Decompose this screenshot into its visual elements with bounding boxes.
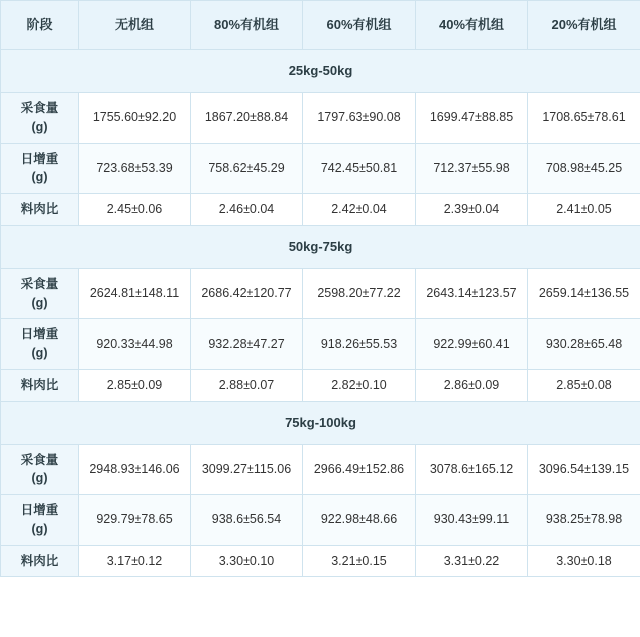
section-title-row (1, 50, 640, 93)
row-label-line-1: 采食量 (20, 101, 59, 115)
table-row (1, 369, 640, 401)
cell-value: 712.37±55.98 (416, 143, 528, 194)
cell-value: 758.62±45.29 (191, 143, 303, 194)
cell-value: 2624.81±148.11 (79, 268, 191, 319)
table-row (1, 93, 640, 144)
row-label-line-1: 采食量 (20, 276, 59, 291)
cell-value: 920.33±44.98 (79, 319, 191, 370)
cell-value: 2.85±0.09 (79, 369, 191, 401)
row-label-line-2: (g) (31, 471, 48, 486)
row-label-line-2: (g) (31, 346, 48, 360)
cell-value: 3099.27±115.06 (191, 444, 303, 495)
cell-value: 2.82±0.10 (303, 369, 416, 401)
cell-value: 2.46±0.04 (191, 194, 303, 226)
cell-value: 3.30±0.10 (191, 545, 303, 577)
section-title: 25kg-50kg (1, 50, 640, 93)
table-row (1, 495, 640, 546)
cell-value: 1699.47±88.85 (416, 93, 528, 144)
column-header-stage: 阶段 (1, 1, 79, 50)
cell-value: 2.45±0.06 (79, 194, 191, 226)
section-title: 50kg-75kg (1, 225, 640, 268)
table-row (1, 194, 640, 226)
cell-value: 938.25±78.98 (528, 495, 640, 546)
cell-value: 742.45±50.81 (303, 143, 416, 194)
cell-value: 2966.49±152.86 (303, 444, 416, 495)
row-label-line-1: 日增重 (20, 151, 59, 166)
cell-value: 2659.14±136.55 (528, 268, 640, 319)
row-label-line-2: (g) (31, 170, 48, 185)
table-row (1, 143, 640, 194)
row-label (1, 93, 79, 144)
cell-value: 2.85±0.08 (528, 369, 640, 401)
cell-value: 2.41±0.05 (528, 194, 640, 226)
row-label (1, 268, 79, 319)
row-label (1, 143, 79, 194)
cell-value: 3.31±0.22 (416, 545, 528, 577)
cell-value: 2686.42±120.77 (191, 268, 303, 319)
cell-value: 708.98±45.25 (528, 143, 640, 194)
row-label-line-2: (g) (31, 119, 48, 134)
row-label-line-1: 采食量 (20, 452, 59, 467)
row-label (1, 444, 79, 495)
row-label (1, 194, 79, 226)
table-row (1, 545, 640, 577)
cell-value: 932.28±47.27 (191, 319, 303, 370)
cell-value: 1708.65±78.61 (528, 93, 640, 144)
row-label-line-2: (g) (31, 295, 48, 310)
cell-value: 3.17±0.12 (79, 545, 191, 577)
table-row (1, 319, 640, 370)
row-label-line-2: (g) (31, 521, 48, 536)
row-label-line-1: 料肉比 (20, 202, 59, 216)
table-row (1, 268, 640, 319)
row-label-line-1: 料肉比 (20, 553, 59, 568)
column-header-group-4: 40%有机组 (416, 1, 528, 50)
cell-value: 1755.60±92.20 (79, 93, 191, 144)
table-body (1, 50, 640, 577)
section-title-row (1, 225, 640, 268)
cell-value: 1797.63±90.08 (303, 93, 416, 144)
cell-value: 2.39±0.04 (416, 194, 528, 226)
column-header-group-3: 60%有机组 (303, 1, 416, 50)
cell-value: 2.86±0.09 (416, 369, 528, 401)
cell-value: 930.28±65.48 (528, 319, 640, 370)
header-row (1, 1, 640, 50)
row-label-line-1: 日增重 (20, 327, 59, 342)
cell-value: 2643.14±123.57 (416, 268, 528, 319)
cell-value: 3.30±0.18 (528, 545, 640, 577)
cell-value: 2948.93±146.06 (79, 444, 191, 495)
cell-value: 3096.54±139.15 (528, 444, 640, 495)
cell-value: 1867.20±88.84 (191, 93, 303, 144)
cell-value: 929.79±78.65 (79, 495, 191, 546)
cell-value: 723.68±53.39 (79, 143, 191, 194)
row-label-line-1: 料肉比 (20, 377, 59, 392)
column-header-group-2: 80%有机组 (191, 1, 303, 50)
column-header-group-1: 无机组 (79, 1, 191, 50)
cell-value: 2.88±0.07 (191, 369, 303, 401)
row-label (1, 545, 79, 577)
row-label (1, 495, 79, 546)
cell-value: 938.6±56.54 (191, 495, 303, 546)
cell-value: 922.99±60.41 (416, 319, 528, 370)
section-title: 75kg-100kg (1, 401, 640, 444)
section-title-row (1, 401, 640, 444)
cell-value: 2.42±0.04 (303, 194, 416, 226)
cell-value: 918.26±55.53 (303, 319, 416, 370)
row-label-line-1: 日增重 (20, 503, 59, 517)
cell-value: 3.21±0.15 (303, 545, 416, 577)
row-label (1, 369, 79, 401)
row-label (1, 319, 79, 370)
table-header (1, 1, 640, 50)
cell-value: 3078.6±165.12 (416, 444, 528, 495)
column-header-group-5: 20%有机组 (528, 1, 640, 50)
cell-value: 2598.20±77.22 (303, 268, 416, 319)
cell-value: 922.98±48.66 (303, 495, 416, 546)
cell-value: 930.43±99.11 (416, 495, 528, 546)
table-row (1, 444, 640, 495)
